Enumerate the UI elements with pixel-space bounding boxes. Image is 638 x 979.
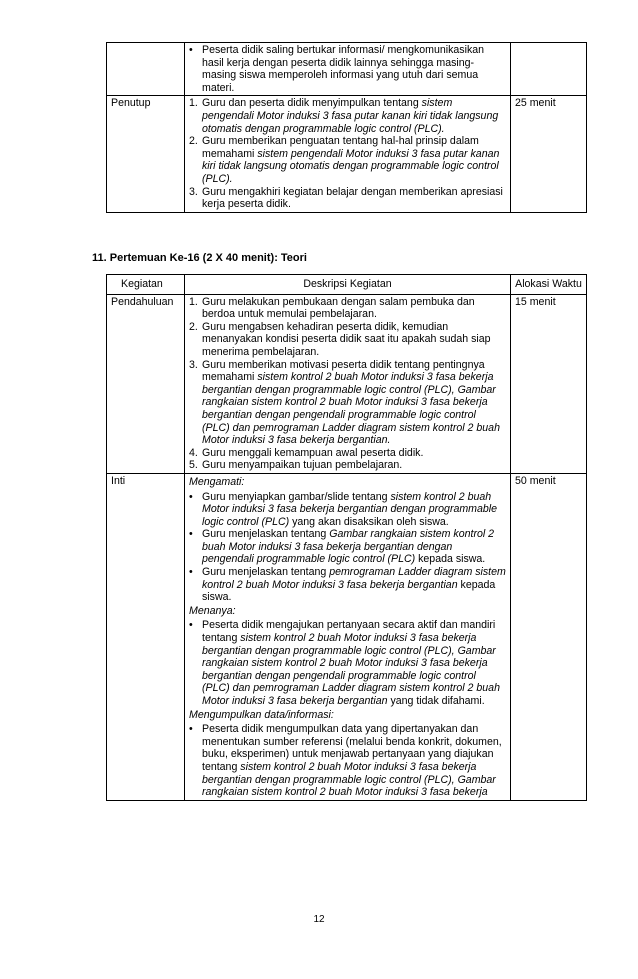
alokasi-cell: 15 menit: [511, 294, 587, 473]
bullet-icon: •: [189, 619, 193, 632]
item-number: 1.: [189, 97, 198, 110]
bullet-icon: •: [189, 44, 193, 56]
kegiatan-cell: [107, 43, 185, 96]
deskripsi-cell: [185, 43, 511, 96]
bullet-icon: •: [189, 723, 193, 736]
italic-text: sistem kontrol 2 buah Motor induksi 3 fasa bekerja bergantian dengan programmable logic control (PLC): [202, 490, 498, 528]
item-text: Peserta didik mengajukan pertanyaan secara aktif dan mandiri tentang: [202, 619, 496, 645]
list-item: [189, 459, 506, 472]
italic-text: pemrograman Ladder diagram sistem kontrol 2 buah Motor induksi 3 fasa bekerja bergantian: [202, 566, 506, 591]
list-item: [189, 97, 506, 135]
item-text: yang tidak difahami.: [387, 695, 485, 707]
italic-text: sistem kontrol 2 buah Motor induksi 3 fasa bekerja bergantian dengan programmable logic control (PLC), Gambar rangkaian sistem kontrol 2 buah Motor induksi 3 fasa bekerja: [202, 760, 496, 799]
item-text: kepada siswa.: [202, 578, 496, 604]
numbered-list: [189, 97, 506, 210]
italic-text: sistem pengendali Motor induksi 3 fasa putar kanan kiri tidak langsung otomatis dengan programmable logic control (PLC).: [202, 147, 500, 185]
mengamati-heading: Mengamati:: [189, 475, 245, 488]
section-title: 11. Pertemuan Ke-16 (2 X 40 menit): Teori: [92, 252, 307, 264]
table-row: [107, 294, 587, 473]
italic-text: Gambar rangkaian sistem kontrol 2 buah Motor induksi 3 fasa bekerja bergantian dengan pengendali programmable logic control (PLC): [202, 528, 495, 566]
item-text: Guru mengabsen kehadiran peserta didik, kemudian menanyakan kondisi peserta didik saat itu apakah sudah siap menerima pembelajaran.: [202, 320, 491, 358]
table-row: [107, 96, 587, 212]
header-kegiatan: Kegiatan: [107, 275, 185, 295]
kegiatan-cell: Inti: [107, 473, 185, 800]
kegiatan-cell: Pendahuluan: [107, 294, 185, 473]
item-text: Guru memberikan penguatan tentang hal-hal prinsip dalam memahami: [202, 135, 479, 160]
list-item: [189, 359, 506, 447]
item-text: Guru menggali kemampuan awal peserta didik.: [202, 446, 424, 459]
list-item: [189, 186, 506, 211]
italic-text: sistem pengendali Motor induksi 3 fasa putar kanan kiri tidak langsung otomatis dengan programmable logic control (PLC).: [202, 97, 499, 135]
menanya-heading: Menanya:: [189, 604, 236, 617]
list-item: [189, 566, 506, 604]
italic-text: sistem kontrol 2 buah Motor induksi 3 fasa bekerja bergantian dengan programmable logic control (PLC), Gambar rangkaian sistem kontrol 2 buah Motor induksi 3 fasa bekerja bergantian dengan pengendali programmable logic control (PLC) dan pemrograman Ladder diagram sistem kontrol 2 buah Motor induksi 3 fasa bekerja bergantian: [202, 632, 500, 707]
numbered-list: [189, 296, 506, 472]
bullet-list: [189, 491, 506, 604]
item-text: yang akan disaksikan oleh siswa.: [289, 515, 449, 528]
page-number: 12: [313, 914, 325, 925]
activity-table-continued: [106, 42, 587, 213]
item-text: Guru mengakhiri kegiatan belajar dengan memberikan apresiasi kerja peserta didik.: [202, 185, 503, 211]
list-item: [189, 723, 506, 799]
table-row: [107, 473, 587, 800]
item-text: Peserta didik mengumpulkan data yang dipertanyakan dan menentukan sumber referensi (melalui benda konkrit, dokumen, buku, eksperimen) untuk menjawab pertanyaan yang diajukan tentang: [202, 723, 502, 773]
list-item: [189, 619, 506, 707]
bullet-icon: •: [189, 528, 193, 541]
item-text: Guru melakukan pembukaan dengan salam pembuka dan berdoa untuk memulai pembelajaran.: [202, 295, 475, 321]
item-number: 2.: [189, 320, 198, 333]
item-text: Guru menyiapkan gambar/slide tentang: [202, 490, 391, 503]
item-text: Guru memberikan motivasi peserta didik tentang pentingnya memahami: [202, 358, 485, 384]
deskripsi-cell: [185, 294, 511, 473]
italic-text: sistem kontrol 2 buah Motor induksi 3 fasa bekerja bergantian dengan programmable logic control (PLC), Gambar rangkaian sistem kontrol 2 buah Motor induksi 3 fasa bekerja bergantian dengan pengendali programmable logic control (PLC) dan pemrograman Ladder diagram sistem kontrol 2 buah Motor induksi 3 fasa bekerja bergantian.: [202, 371, 500, 447]
item-number: 5.: [189, 459, 198, 472]
item-number: 1.: [189, 295, 198, 308]
deskripsi-cell: [185, 96, 511, 212]
list-item: [189, 321, 506, 359]
header-alokasi: Alokasi Waktu: [511, 275, 587, 295]
item-text: Guru menyampaikan tujuan pembelajaran.: [202, 459, 403, 472]
activity-table: [106, 274, 587, 801]
bullet-list: [189, 619, 506, 707]
alokasi-cell: 25 menit: [511, 96, 587, 212]
item-number: 3.: [189, 185, 198, 198]
alokasi-cell: 50 menit: [511, 473, 587, 800]
item-number: 2.: [189, 135, 198, 148]
bullet-list: [189, 723, 506, 799]
item-text: Guru dan peserta didik menyimpulkan tentang: [202, 97, 422, 110]
alokasi-cell: [511, 43, 587, 96]
list-item: • Peserta didik saling bertukar informasi/ mengkomunikasikan hasil kerja dengan peserta didik lainnya sehingga masing-masing siswa memperoleh informasi yang utuh dari semua materi.: [189, 44, 485, 94]
item-text: Guru menjelaskan tentang: [202, 528, 330, 541]
list-item: [189, 447, 506, 460]
bullet-icon: •: [189, 566, 193, 579]
header-deskripsi: Deskripsi Kegiatan: [185, 275, 511, 295]
mengumpulkan-heading: Mengumpulkan data/informasi:: [189, 708, 334, 721]
item-number: 3.: [189, 358, 198, 371]
table-header-row: [107, 275, 587, 295]
table-row: [107, 43, 587, 96]
deskripsi-cell: [185, 473, 511, 800]
item-number: 4.: [189, 446, 198, 459]
list-item: [189, 491, 506, 529]
bullet-icon: •: [189, 490, 193, 503]
item-text: Guru menjelaskan tentang: [202, 566, 330, 579]
item-text: kepada siswa.: [415, 553, 486, 566]
list-item: [189, 135, 506, 185]
list-item: [189, 296, 506, 321]
kegiatan-cell: Penutup: [107, 96, 185, 212]
list-item: [189, 528, 506, 566]
